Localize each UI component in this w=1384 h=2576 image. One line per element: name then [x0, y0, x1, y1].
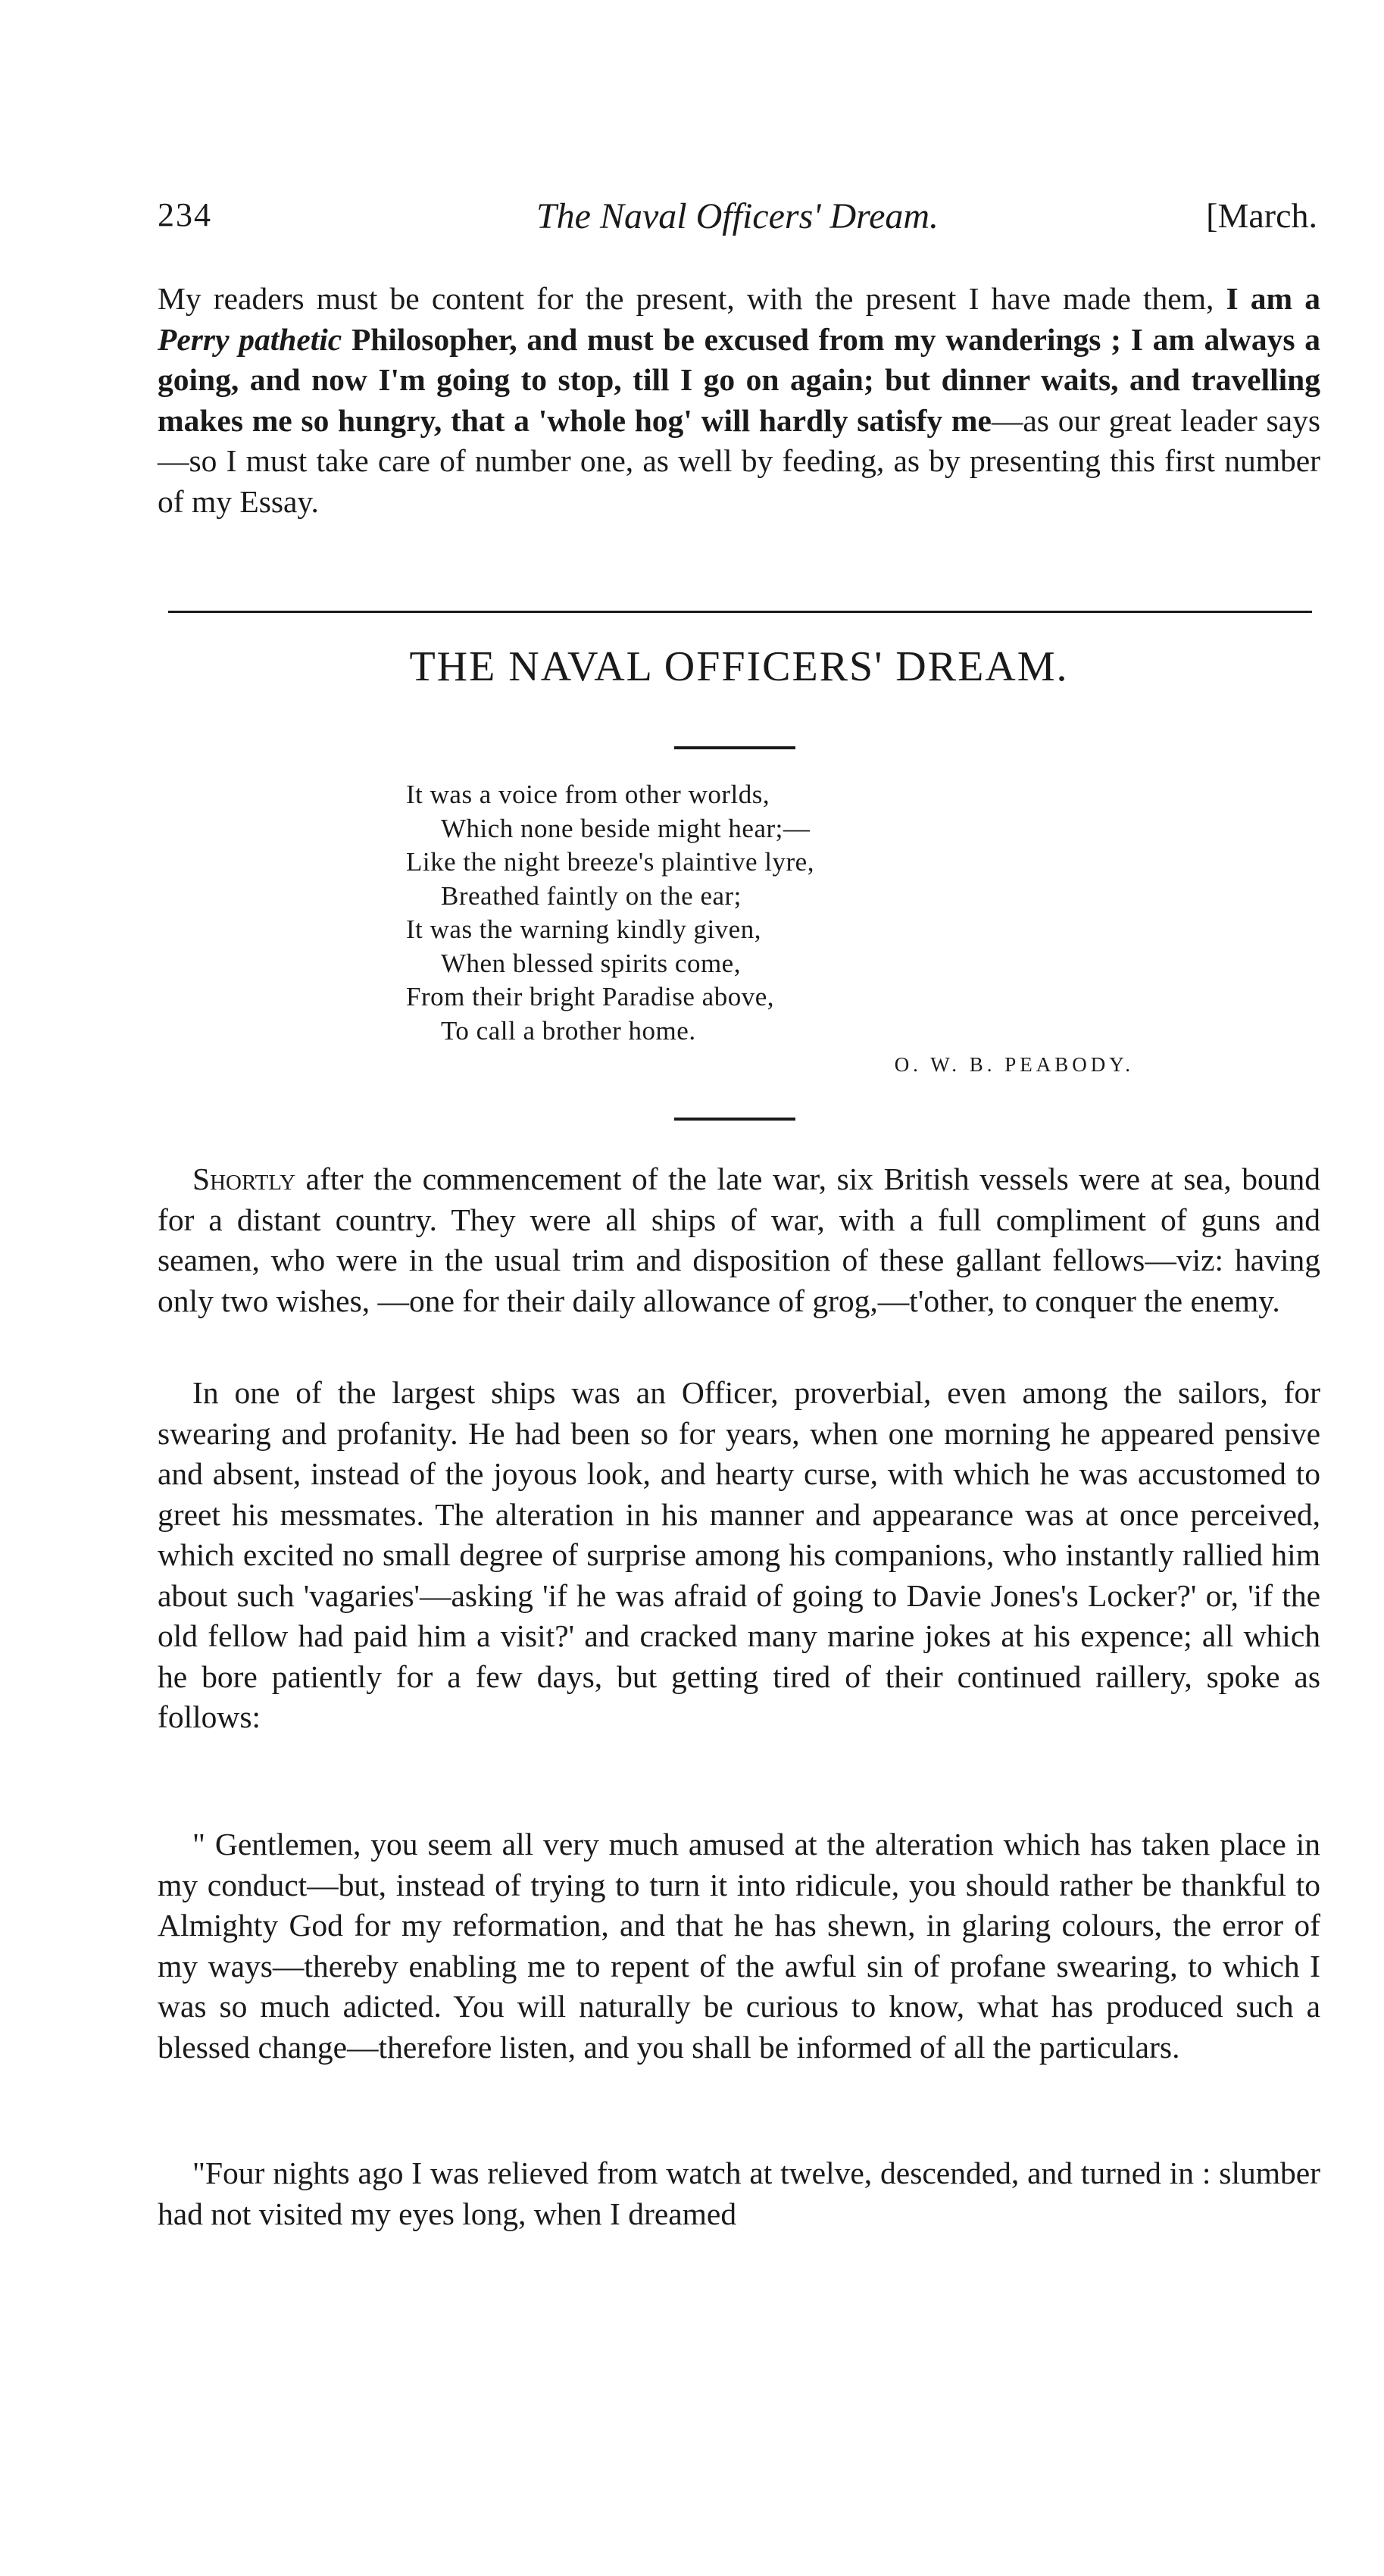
epigraph-poem [406, 778, 814, 1048]
page-number: 234 [158, 196, 212, 233]
intro-italic-name: Perry pathetic [158, 321, 342, 357]
section-divider [168, 611, 1312, 613]
intro-bold-phrase: I am a [1226, 281, 1320, 316]
month-label: [March. [1206, 196, 1317, 235]
poem-line: To call a brother home. [441, 1015, 696, 1046]
intro-text-start: My readers must be content for the present, with the present I have made them, [158, 281, 1226, 316]
body-paragraph: "Four nights ago I was relieved from watch at twelve, descended, and turned in : slumber had not visited my eyes long, when I dreamed [158, 2156, 1320, 2231]
epigraph-attribution: O. W. B. PEABODY. [894, 1053, 1134, 1076]
intro-paragraph [158, 279, 1320, 522]
intro-text-end: —as our great leader says—so I must take care of number one, as well by feeding, as by presenting this first number of my Essay. [158, 402, 1320, 519]
paragraph-text: after the commencement of the late war, six British vessels were at sea, bound for a distant country. They were all ships of war, with a full compliment of guns and seamen, who were in the usual trim and disposition of these gallant fellows—viz: having only two wishes, —one for their daily allowance of grog,—t'other, to conquer the enemy. [158, 1161, 1320, 1318]
poem-line: Breathed faintly on the ear; [441, 880, 742, 911]
running-header [158, 195, 1317, 249]
poem-line: It was a voice from other worlds, [406, 780, 770, 809]
poem-line: When blessed spirits come, [441, 948, 741, 978]
paragraph-lead-word: Shortly [192, 1161, 296, 1196]
poem-line: It was the warning kindly given, [406, 914, 761, 944]
intro-bold-continuation: Philosopher, and must be excused from my wanderings ; I am always a going, and now I'm going to stop, till I go on again; but dinner waits, and travelling makes me so hungry, that a 'whole hog' will hardly satisfy me [158, 321, 1321, 438]
body-paragraph: " Gentlemen, you seem all very much amused at the alteration which has taken place in my conduct—but, instead of trying to turn it into ridicule, you should rather be thankful to Almighty God for my reformation, and that he has shewn, in glaring colours, the error of my ways—thereby enabling me to repent of the awful sin of profane swearing, to which I was so much adicted. You will naturally be curious to know, what has produced such a blessed change—therefore listen, and you shall be informed of all the particulars. [158, 1827, 1320, 2065]
body-paragraph: In one of the largest ships was an Officer, proverbial, even among the sailors, for swearing and profanity. He had been so for years, when one morning he appeared pensive and absent, instead of the joyous look, and hearty curse, with which he was accustomed to greet his messmates. The alteration in his manner and appearance was at once perceived, which excited no small degree of surprise among his companions, who instantly rallied him about such 'vagaries'—asking 'if he was afraid of going to Davie Jones's Locker?' or, 'if the old fellow had paid him a visit?' and cracked many marine jokes at his expence; all which he bore patiently for a few days, but getting tired of their continued raillery, spoke as follows: [158, 1375, 1320, 1734]
poem-line: Which none beside might hear;— [441, 813, 811, 843]
article-title: THE NAVAL OFFICERS' DREAM. [409, 643, 1069, 690]
running-title: The Naval Officers' Dream. [536, 196, 939, 236]
poem-line: From their bright Paradise above, [406, 982, 774, 1011]
title-underline-rule [674, 746, 795, 749]
body-paragraph [158, 1159, 1320, 1321]
epigraph-end-rule [674, 1118, 795, 1121]
poem-line: Like the night breeze's plaintive lyre, [406, 847, 814, 877]
